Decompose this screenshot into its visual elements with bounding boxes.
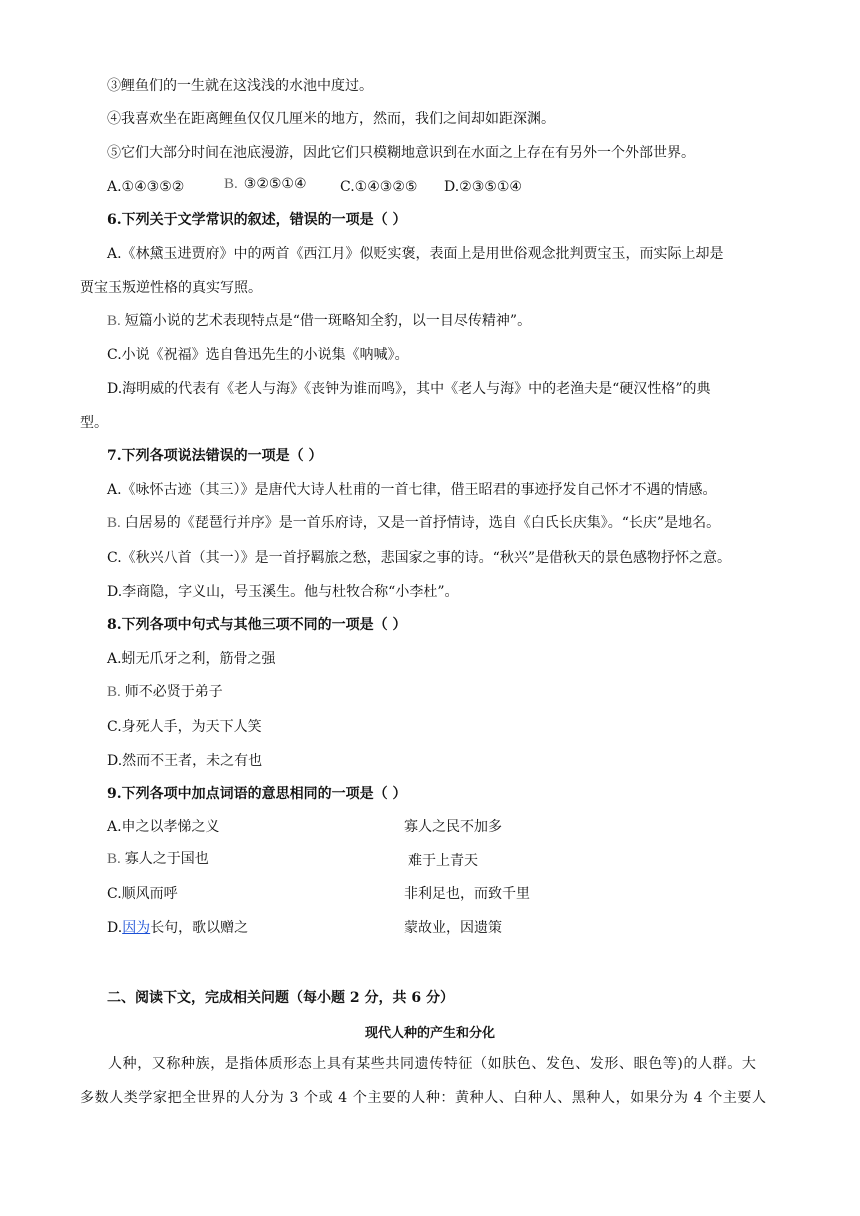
q6-option-d-line1: D.海明威的代表有《老人与海》《丧钟为谁而鸣》，其中《老人与海》中的老渔夫是“硬汉性格”的典 bbox=[107, 381, 711, 397]
q6-option-a-line1: A.《林黛玉进贾府》中的两首《西江月》似贬实褒，表面上是用世俗观念批判贾宝玉，而实际上却是 bbox=[107, 246, 724, 262]
option-b-mark: B. bbox=[107, 684, 121, 700]
q7-stem: 7.下列各项说法错误的一项是（ ） bbox=[107, 448, 323, 464]
q9-option-a-left: A.申之以孝悌之义 bbox=[107, 819, 220, 835]
sentence-3: ③鲤鱼们的一生就在这浅浅的水池中度过。 bbox=[107, 78, 373, 94]
q7-option-b bbox=[107, 513, 720, 533]
q9-option-b-left bbox=[107, 849, 209, 869]
q9-option-d-right: 蒙故业，因遗策 bbox=[404, 920, 502, 936]
q9-option-c-left: C.顺风而呼 bbox=[107, 886, 178, 902]
option-b-mark: B. bbox=[107, 313, 121, 329]
option-b-mark: B. bbox=[107, 851, 121, 867]
q7-option-a: A.《咏怀古迹（其三）》是唐代大诗人杜甫的一首七律，借王昭君的事迹抒发自己怀才不遇的情感。 bbox=[107, 482, 717, 498]
q6-option-a-line2: 贾宝玉叛逆性格的真实写照。 bbox=[80, 280, 262, 296]
q5-option-c: C.①④③②⑤ bbox=[340, 179, 418, 195]
q9-option-d-left bbox=[107, 918, 248, 938]
q9-stem: 9.下列各项中加点词语的意思相同的一项是（ ） bbox=[107, 786, 407, 802]
q9-option-d-rest: 长句，歌以赠之 bbox=[150, 920, 249, 936]
q9-option-d-link[interactable]: 因为 bbox=[122, 920, 151, 936]
q9-option-c-right: 非利足也，而致千里 bbox=[404, 886, 530, 902]
q7-option-d: D.李商隐，字义山，号玉溪生。他与杜牧合称“小李杜”。 bbox=[107, 584, 459, 600]
q7-option-c: C.《秋兴八首（其一）》是一首抒羁旅之愁，悲国家之事的诗。“秋兴”是借秋天的景色感物抒怀之意。 bbox=[107, 550, 731, 566]
sentence-5: ⑤它们大部分时间在池底漫游，因此它们只模糊地意识到在水面之上存在有另外一个外部世界。 bbox=[107, 145, 695, 161]
q5-option-a: A.①④③⑤② bbox=[107, 179, 185, 195]
q6-stem: 6.下列关于文学常识的叙述，错误的一项是（ ） bbox=[107, 212, 407, 228]
q8-option-a: A.蚓无爪牙之利，筋骨之强 bbox=[107, 651, 276, 667]
sentence-4: ④我喜欢坐在距离鲤鱼仅仅几厘米的地方，然而，我们之间却如距深渊。 bbox=[107, 111, 555, 127]
q6-option-b bbox=[107, 311, 531, 331]
option-b-mark: B. bbox=[107, 515, 121, 531]
q9-option-b-left-text: 寡人之于国也 bbox=[124, 851, 209, 867]
section-2-heading: 二、阅读下文，完成相关问题（每小题 2 分，共 6 分） bbox=[107, 990, 454, 1006]
q8-option-c: C.身死人手，为天下人笑 bbox=[107, 719, 262, 735]
option-b-mark: B. bbox=[224, 176, 238, 192]
q6-option-b-text: 短篇小说的艺术表现特点是“借一斑略知全豹，以一目尽传精神”。 bbox=[124, 313, 532, 329]
q9-option-d-prefix: D. bbox=[107, 920, 123, 936]
passage-title: 现代人种的产生和分化 bbox=[364, 1026, 495, 1041]
passage-line-1: 人种，又称种族，是指体质形态上具有某些共同遗传特征（如肤色、发色、发形、眼色等)的人群。大 bbox=[108, 1056, 757, 1072]
q9-option-a-right: 寡人之民不加多 bbox=[404, 819, 502, 835]
q8-option-b bbox=[107, 682, 223, 702]
q6-option-c: C.小说《祝福》选自鲁迅先生的小说集《呐喊》。 bbox=[107, 347, 409, 363]
q8-option-b-text: 师不必贤于弟子 bbox=[124, 684, 223, 700]
q8-stem: 8.下列各项中句式与其他三项不同的一项是（ ） bbox=[107, 617, 407, 633]
q6-option-d-line2: 型。 bbox=[80, 415, 108, 431]
q5-option-d: D.②③⑤①④ bbox=[444, 179, 522, 195]
q9-option-b-right: 难于上青天 bbox=[408, 853, 478, 869]
q5-option-b-text: ③②⑤①④ bbox=[243, 176, 307, 192]
q8-option-d: D.然而不王者，未之有也 bbox=[107, 753, 263, 769]
q7-option-b-text: 白居易的《琵琶行并序》是一首乐府诗，又是一首抒情诗，选自《白氏长庆集》。“长庆”是地名。 bbox=[124, 515, 721, 531]
q5-option-b bbox=[224, 174, 307, 194]
passage-line-2: 多数人类学家把全世界的人分为 3 个或 4 个主要的人种：黄种人、白种人、黑种人，如果分为 4 个主要人 bbox=[80, 1090, 767, 1106]
